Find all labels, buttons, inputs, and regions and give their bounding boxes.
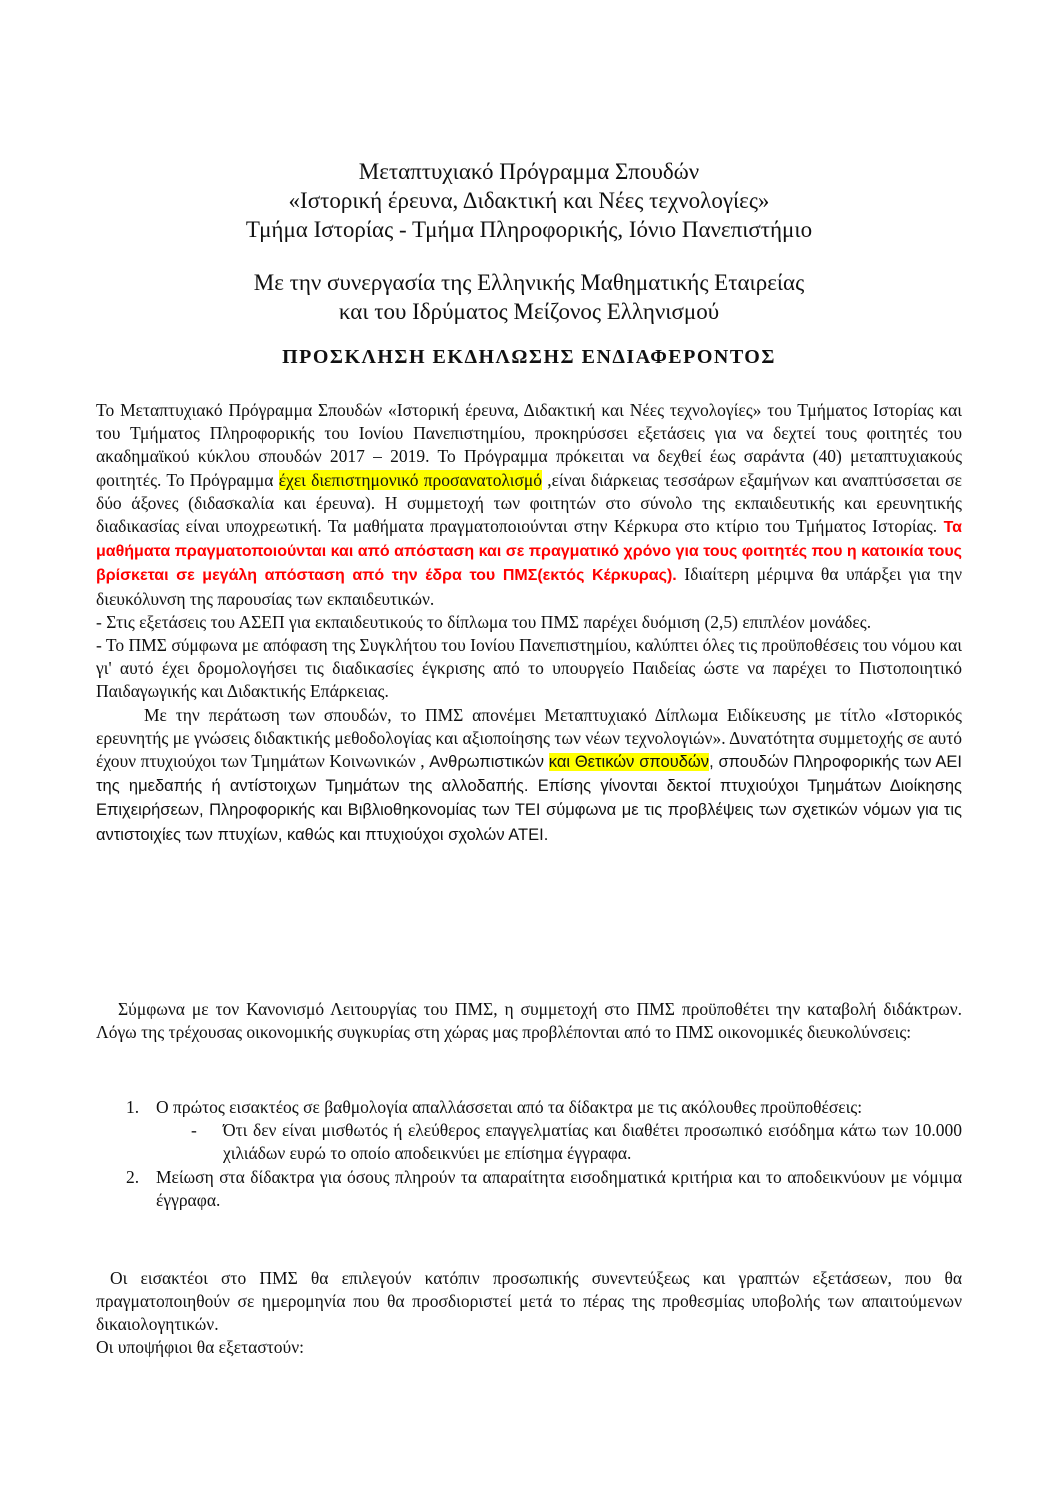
list-item-text: Ο πρώτος εισακτέος σε βαθμολογία απαλλάσσεται από τα δίδακτρα με τις ακόλουθες προϋποθέσεις: [156,1097,863,1117]
list-item-text: Μείωση στα δίδακτρα για όσους πληρούν τα απαραίτητα εισοδηματικά κριτήρια και το αποδεικνύουν με νόμιμα έγγραφα. [156,1166,962,1210]
sub-list-item [96,1119,962,1165]
intro-text: Το Μεταπτυχιακό Πρόγραμμα Σπουδών «Ιστορική έρευνα, Διδακτική και Νέες τεχνολογίες» του Τμήματος Ιστορίας και του Τμήματος Πληροφορικής του Ιονίου Πανεπιστημίου, προκηρύσσει εξετάσεις για να δεχτεί τους φοιτητές του ακαδημαϊκού κύκλου σπουδών 2017 – 2019. Το Πρόγραμμα πρόκειται να δεχθεί έως σαράντα (40) μεταπτυχιακούς φοιτητές. Το Πρόγραμμα [96,400,962,490]
highlight-interdisciplinary: έχει διεπιστημονικό προσανατολισμό [278,469,543,490]
document-title: ΠΡΟΣΚΛΗΣΗ ΕΚΔΗΛΩΣΗΣ ΕΝΔΙΑΦΕΡΟΝΤΟΣ [282,346,776,368]
intro-text-continued: ,είναι διάρκειας τεσσάρων εξαμήνων και αναπτύσσεται σε δύο άξονες (διδασκαλία και έρευνα). Η συμμετοχή των φοιτητών στο σύνολο της εκπαιδευτικής και ερευνητικής διαδικασίας είναι υποχρεωτική. Τα μαθήματα πραγματοποιούνται στην Κέρκυρα στο κτίριο του Τμήματος Ιστορίας. [96,469,962,537]
certification-paragraph: - Το ΠΜΣ σύμφωνα με απόφαση της Συγκλήτου του Ιονίου Πανεπιστημίου, καλύπτει όλες τις προϋποθέσεις του νόμου και γι' αυτό έχει δρομολογήσει τις διαδικασίες έγκρισης από το υπουργείο Παιδείας ώστε να παρέχει το Πιστοποιητικό Παιδαγωγικής και Διδακτικής Επάρκειας. [96,635,962,702]
list-number: 2. [126,1166,140,1187]
program-title: «Ιστορική έρευνα, Διδακτική και Νέες τεχνολογίες» [288,188,770,213]
fees-list [96,1096,962,1212]
intro-text-end: Ιδιαίτερη μέριμνα θα υπάρξει για την διευκόλυνση της παρουσίας των εκπαιδευτικών. [96,564,963,609]
degree-text: Με την περάτωση των σπουδών, το ΠΜΣ απονέμει Μεταπτυχιακό Δίπλωμα Ειδίκευσης με τίτλο «Ιστορικός ερευνητής με γνώσεις διδακτικής μεθοδολογίας και αξιοποίησης των νέων τεχνολογιών». Δυνατότητα συμμετοχής σε αυτό έχουν πτυχιούχοι των Τμημάτων Κοινωνικών , [96,704,962,772]
cooperation-heading [0,268,1058,326]
sub-list-item-text: Ότι δεν είναι μισθωτός ή ελεύθερος επαγγελματίας και διαθέτει προσωπικό εισόδημα κάτω των 10.000 χιλιάδων ευρώ το οποίο αποδεικνύει με επίσημα έγγραφα. [223,1120,962,1164]
list-number: 1. [126,1097,140,1117]
program-name: Μεταπτυχιακό Πρόγραμμα Σπουδών [358,159,700,184]
selection-paragraph: Οι εισακτέοι στο ΠΜΣ θα επιλεγούν κατόπιν προσωπικής συνεντεύξεως και γραπτών εξετάσεων, που θα πραγματοποιηθούν σε ημερομηνία που θα προσδιοριστεί μετά το πέρας της προθεσμίας υποβολής των απαιτούμενων δικαιολογητικών. [96,1268,962,1335]
cooperation-line-2: και του Ιδρύματος Μείζονος Ελληνισμού [338,299,720,324]
cooperation-line-1: Με την συνεργασία της Ελληνικής Μαθηματικής Εταιρείας [253,270,805,295]
departments: Τμήμα Ιστορίας - Τμήμα Πληροφορικής, Ιόνιο Πανεπιστήμιο [245,217,813,242]
remote-learning-notice: Τα μαθήματα πραγματοποιούνται και από απόσταση και σε πραγματικό χρόνο για τους φοιτητές που η κατοικία τους βρίσκεται σε μεγάλη απόσταση από την έδρα του ΠΜΣ(εκτός Κέρκυρας). [96,519,962,585]
list-item [96,1096,962,1119]
fees-paragraph: Σύμφωνα με τον Κανονισμό Λειτουργίας του ΠΜΣ, η συμμετοχή στο ΠΜΣ προϋποθέτει την καταβολή διδάκτρων. Λόγω της τρέχουσας οικονομικής συγκυρίας στη χώρας μας προβλέπονται από το ΠΜΣ οικονομικές διευκολύνσεις: [96,999,962,1043]
intro-section [96,399,962,847]
degree-paragraph [96,704,962,847]
highlight-sciences: και Θετικών σπουδών [548,753,710,772]
list-dash: - [191,1120,197,1141]
asep-paragraph: - Στις εξετάσεις του ΑΣΕΠ για εκπαιδευτικούς το δίπλωμα του ΠΜΣ παρέχει δυόμιση (2,5) επιπλέον μονάδες. [96,611,872,632]
program-heading [0,157,1058,244]
degree-text-sans-end: , σπουδών Πληροφορικής των ΑΕΙ της ημεδαπής ή αντίστοιχων Τμημάτων της αλλοδαπής. Επίσης γίνονται δεκτοί πτυχιούχοι Τμημάτων Διοίκησης Επιχειρήσεων, Πληροφορικής και Βιβλιοθηκονομίας των ΤΕΙ σύμφωνα με τις προβλέψεις των σχετικών νόμων για τις αντιστοιχίες των πτυχίων, καθώς και πτυχιούχοι σχολών ΑΤΕΙ. [96,753,963,844]
intro-paragraph [96,399,962,611]
degree-text-sans: Ανθρωπιστικών [429,753,549,772]
candidates-line: Οι υποψήφιοι θα εξεταστούν: [96,1337,305,1357]
list-item [96,1166,962,1212]
